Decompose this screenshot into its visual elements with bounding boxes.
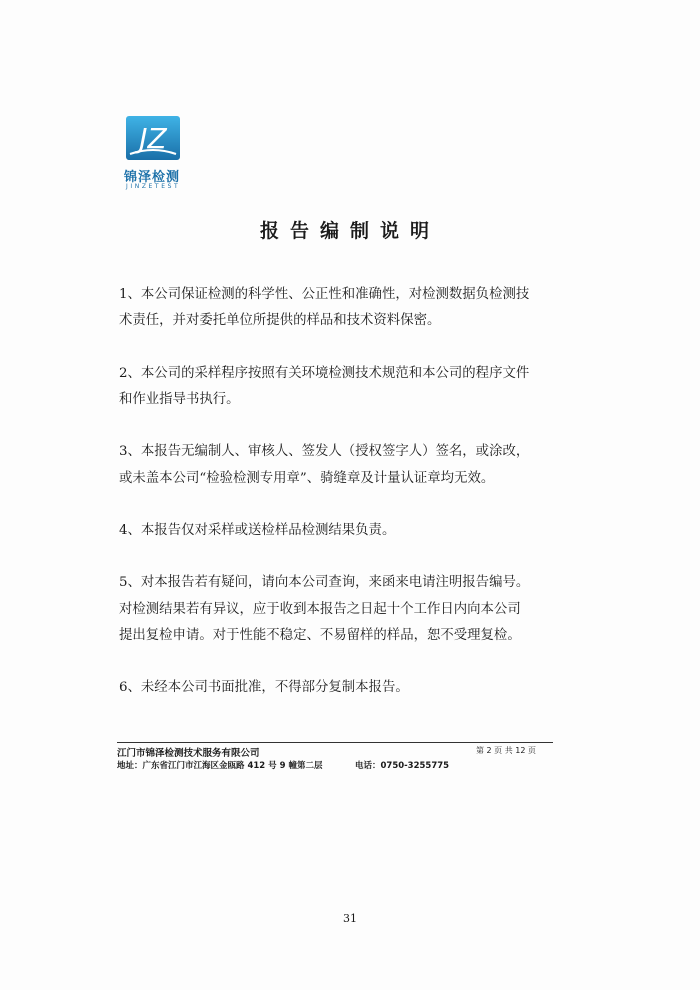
- footer-phone: 电话：0750-3255775: [355, 761, 450, 771]
- company-logo: [124, 116, 194, 190]
- footer-page-info: 第 2 页 共 12 页: [476, 746, 536, 755]
- jz-logo-icon: [126, 116, 180, 160]
- paragraph-2: 2、本公司的采样程序按照有关环境检测技术规范和本公司的程序文件 和作业指导书执行。: [119, 365, 530, 408]
- logo-english-name: JINZETEST: [126, 183, 181, 190]
- paragraph-6: 6、未经本公司书面批准，不得部分复制本报告。: [119, 680, 409, 696]
- paragraph-5: 5、对本报告若有疑问，请向本公司查询，来函来电请注明报告编号。 对检测结果若有异议，应于收到本报告之日起十个工作日内向本公司 提出复检申请。对于性能不稳定、不易留样的样品，恕不受理复检。: [119, 575, 530, 643]
- paragraph-4: 4、本报告仅对采样或送检样品检测结果负责。: [119, 523, 396, 539]
- paragraph-3: 3、本报告无编制人、审核人、签发人（授权签字人）签名，或涂改， 或未盖本公司“检验检测专用章”、骑缝章及计量认证章均无效。: [119, 444, 530, 486]
- document-body: [119, 256, 589, 728]
- paragraph-1: 1、本公司保证检测的科学性、公正性和准确性，对检测数据负检测技 术责任，并对委托单位所提供的样品和技术资料保密。: [119, 287, 530, 329]
- footer-address: 地址：广东省江门市江海区金瓯路 412 号 9 幢第二层: [117, 761, 323, 771]
- footer-company: 江门市锦泽检测技术服务有限公司: [117, 748, 260, 759]
- footer-divider: [117, 742, 553, 743]
- document-title: 报告编制说明: [259, 220, 440, 242]
- page-number: 31: [343, 912, 357, 925]
- svg-text:JZ: JZ: [139, 122, 167, 155]
- logo-chinese-name: 锦泽检测: [124, 170, 181, 185]
